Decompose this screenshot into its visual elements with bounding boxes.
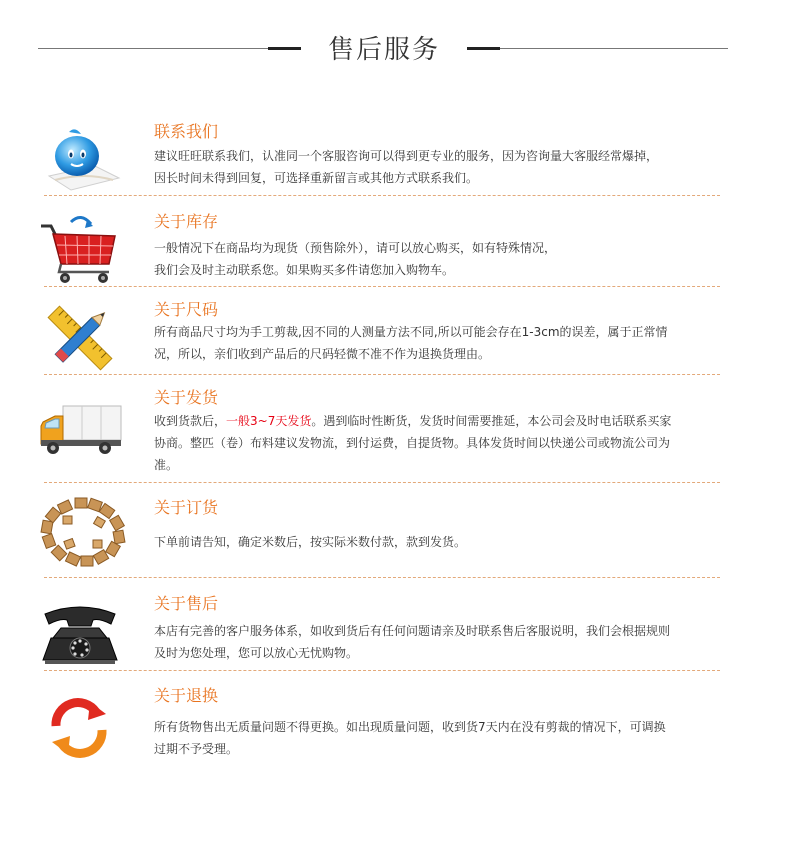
body-line: 过期不予受理。 bbox=[154, 742, 239, 756]
section-title: 关于尺码 bbox=[154, 300, 219, 319]
section-order bbox=[0, 494, 790, 578]
body-line: 一般情况下在商品均为现货（预售除外），请可以放心购买，如有特殊情况， bbox=[154, 241, 557, 255]
chat-bubble-icon bbox=[35, 124, 125, 204]
body-line: 及时为您处理，您可以放心无忧购物。 bbox=[154, 646, 359, 660]
section-body bbox=[154, 321, 739, 365]
section-divider bbox=[44, 374, 720, 375]
section-divider bbox=[44, 286, 720, 287]
body-line: 协商。整匹（卷）布料建议发物流，到付运费，自提货物。具体发货时间以快递公司或物流公司为 bbox=[154, 436, 671, 450]
ruler-pencil-icon bbox=[35, 300, 125, 380]
body-line: 因长时间未得到回复，可选择重新留言或其他方式联系我们。 bbox=[154, 171, 479, 185]
section-body bbox=[154, 716, 739, 760]
exchange-arrows-icon bbox=[38, 692, 128, 772]
section-body bbox=[154, 145, 739, 189]
section-divider bbox=[44, 195, 720, 196]
section-body bbox=[154, 531, 739, 553]
body-line: 收到货款后，一般3~7天发货。遇到临时性断货，发货时间需要推延，本公司会及时电话联系买家 bbox=[154, 414, 672, 428]
page-header bbox=[0, 0, 790, 100]
section-body bbox=[154, 237, 739, 281]
section-contact bbox=[0, 118, 790, 196]
section-body bbox=[154, 410, 739, 476]
body-line: 准。 bbox=[154, 458, 179, 472]
section-title: 关于库存 bbox=[154, 212, 219, 231]
telephone-icon bbox=[35, 598, 125, 678]
body-line: 况，所以，亲们收到产品后的尺码轻微不准不作为退换货理由。 bbox=[154, 347, 491, 361]
page-title: 售后服务 bbox=[327, 35, 440, 65]
header-dash-right bbox=[467, 47, 500, 50]
section-title: 关于退换 bbox=[154, 686, 219, 705]
section-after-sales bbox=[0, 590, 790, 670]
body-line: 所有商品尺寸均为手工剪裁,因不同的人测量方法不同,所以可能会存在1-3cm的误差，属于正常情 bbox=[154, 325, 668, 339]
shopping-cart-icon bbox=[35, 212, 125, 292]
section-title: 联系我们 bbox=[154, 122, 219, 141]
section-returns bbox=[0, 682, 790, 772]
delivery-truck-icon bbox=[35, 400, 125, 480]
header-line-right bbox=[500, 48, 728, 49]
section-shipping bbox=[0, 386, 790, 482]
section-size bbox=[0, 298, 790, 376]
boxes-ring-icon bbox=[35, 494, 125, 574]
body-line: 建议旺旺联系我们，认准同一个客服咨询可以得到更专业的服务，因为咨询量大客服经常爆掉， bbox=[154, 149, 659, 163]
header-line-left bbox=[38, 48, 270, 49]
body-line: 本店有完善的客户服务体系，如收到货后有任何问题请亲及时联系售后客服说明，我们会根据规则 bbox=[154, 624, 671, 638]
section-title: 关于订货 bbox=[154, 498, 219, 517]
section-divider bbox=[44, 482, 720, 483]
shipping-time-highlight: 一般3~7天发货 bbox=[226, 414, 312, 428]
body-line: 所有货物售出无质量问题不得更换。如出现质量问题，收到货7天内在没有剪裁的情况下，可调换 bbox=[154, 720, 666, 734]
section-title: 关于售后 bbox=[154, 594, 219, 613]
section-stock bbox=[0, 208, 790, 286]
section-divider bbox=[44, 670, 720, 671]
section-divider bbox=[44, 577, 720, 578]
section-title: 关于发货 bbox=[154, 388, 219, 407]
body-line: 我们会及时主动联系您。如果购买多件请您加入购物车。 bbox=[154, 263, 455, 277]
section-body bbox=[154, 620, 739, 664]
header-dash-left bbox=[268, 47, 301, 50]
body-line: 下单前请告知，确定米数后，按实际米数付款，款到发货。 bbox=[154, 535, 467, 549]
